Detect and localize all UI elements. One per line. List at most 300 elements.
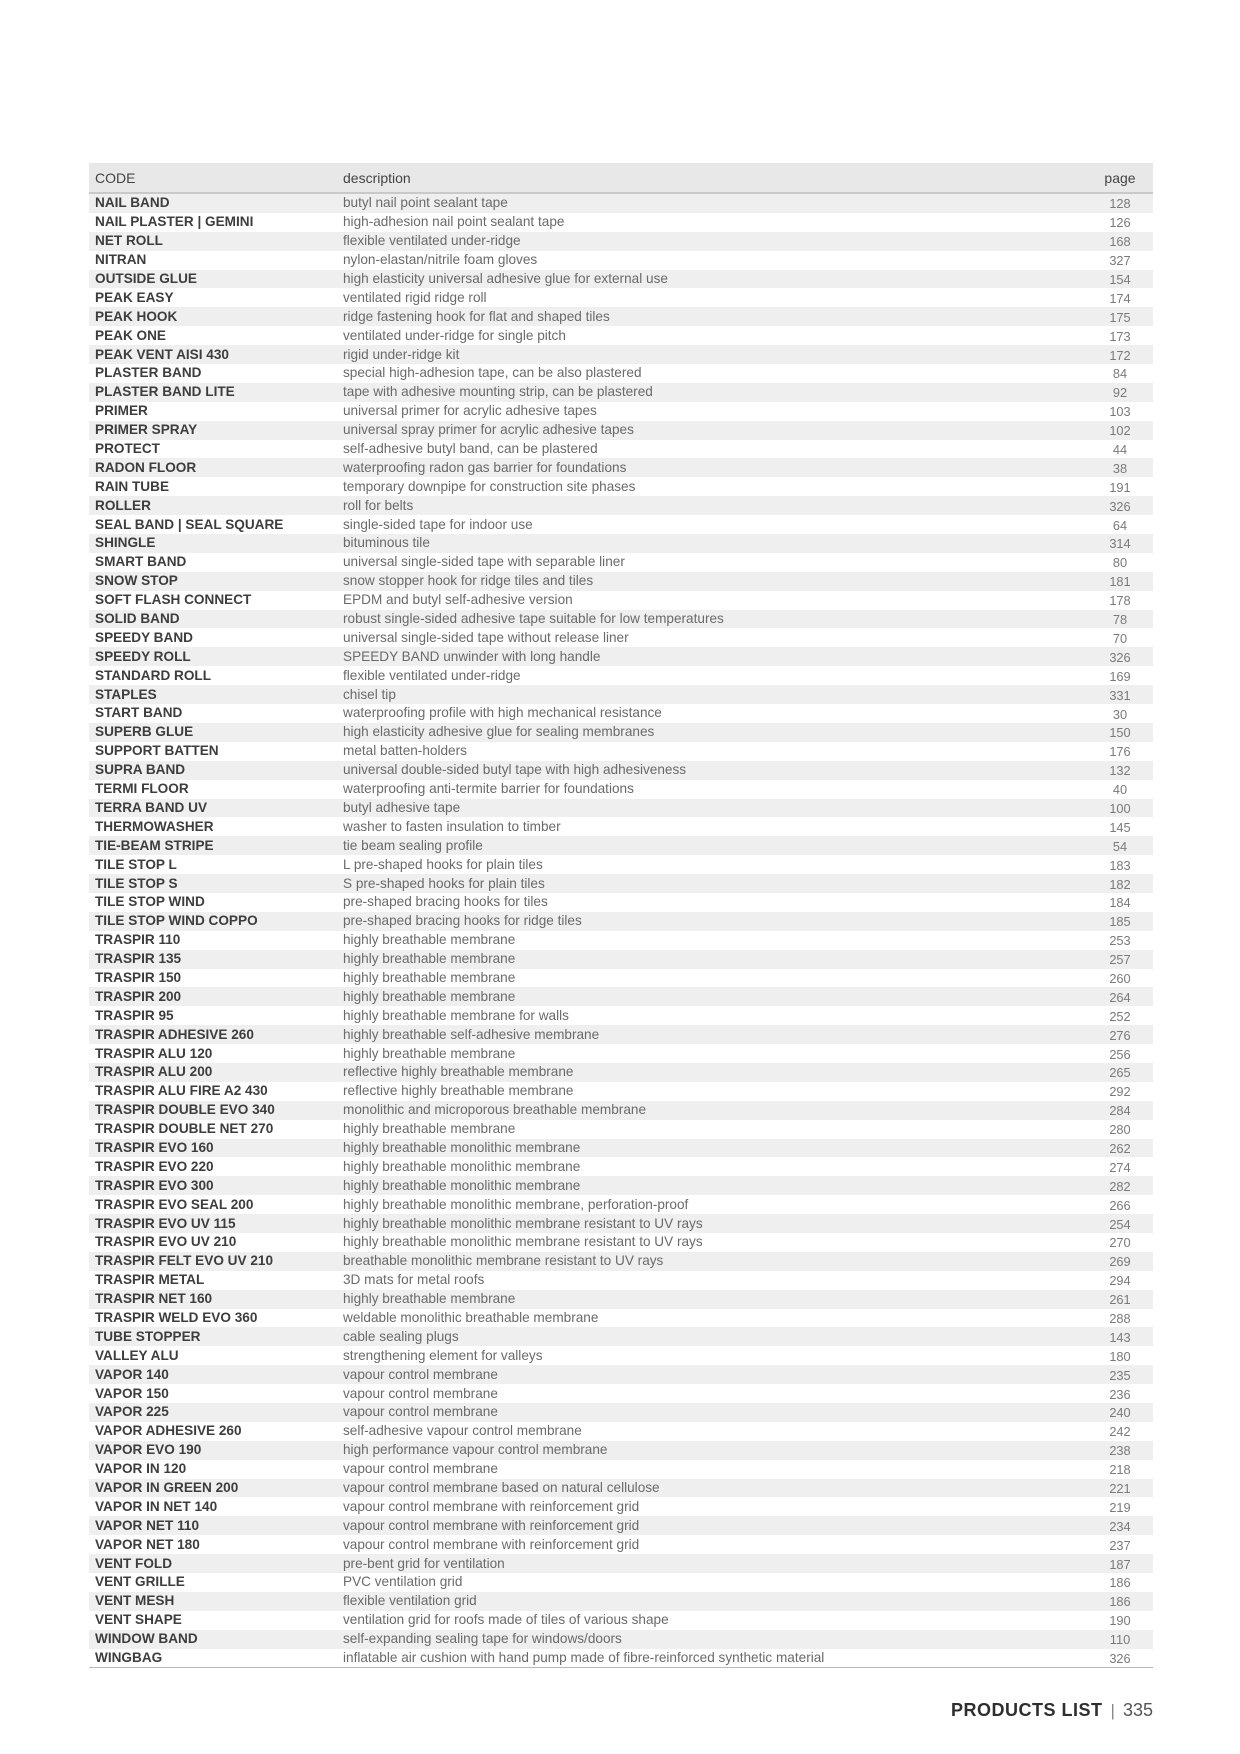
- row-code: NET ROLL: [95, 233, 163, 249]
- row-description: highly breathable membrane: [343, 932, 516, 948]
- table-row: [89, 666, 1153, 685]
- row-description: EPDM and butyl self-adhesive version: [343, 592, 573, 608]
- row-code: TRASPIR DOUBLE NET 270: [95, 1121, 274, 1137]
- row-page: 102: [1109, 423, 1131, 439]
- table-row: [89, 1025, 1153, 1044]
- row-page: 242: [1109, 1424, 1131, 1440]
- row-code: PEAK EASY: [95, 289, 174, 305]
- row-description: vapour control membrane with reinforcement grid: [343, 1517, 640, 1533]
- table-row: [89, 1327, 1153, 1346]
- row-page: 168: [1109, 234, 1131, 250]
- row-code: TRASPIR EVO 300: [95, 1177, 214, 1193]
- row-code: SPEEDY BAND: [95, 629, 193, 645]
- row-code: TILE STOP WIND: [95, 894, 205, 910]
- row-page: 178: [1109, 593, 1131, 609]
- row-description: chisel tip: [343, 686, 396, 702]
- table-row: [89, 1422, 1153, 1441]
- row-description: ventilation grid for roofs made of tiles of various shape: [343, 1612, 669, 1628]
- row-page: 145: [1109, 819, 1131, 835]
- row-page: 176: [1109, 744, 1131, 760]
- row-page: 269: [1109, 1254, 1131, 1270]
- table-row: [89, 628, 1153, 647]
- table-row: [89, 572, 1153, 591]
- row-page: 184: [1109, 895, 1131, 911]
- header-code: CODE: [95, 169, 136, 186]
- table-row: [89, 232, 1153, 251]
- row-page: 234: [1109, 1518, 1131, 1534]
- table-row: [89, 1630, 1153, 1649]
- row-page: 288: [1109, 1311, 1131, 1326]
- row-page: 237: [1109, 1537, 1131, 1553]
- row-code: PEAK ONE: [95, 327, 167, 343]
- table-row: [89, 1460, 1153, 1479]
- table-row: [89, 307, 1153, 326]
- row-page: 256: [1109, 1046, 1131, 1062]
- row-page: 84: [1112, 366, 1128, 382]
- row-page: 110: [1109, 1632, 1131, 1648]
- row-description: PVC ventilation grid: [343, 1574, 463, 1590]
- table-row: [89, 931, 1153, 950]
- table-header: [89, 163, 1153, 194]
- row-page: 180: [1109, 1348, 1131, 1364]
- row-description: metal batten-holders: [343, 743, 467, 759]
- row-code: TRASPIR EVO UV 115: [95, 1215, 236, 1231]
- row-page: 261: [1109, 1292, 1131, 1308]
- row-page: 100: [1109, 800, 1131, 816]
- row-page: 254: [1109, 1216, 1131, 1232]
- row-page: 252: [1109, 1008, 1131, 1024]
- row-description: self-adhesive butyl band, can be plastered: [343, 441, 598, 457]
- row-page: 276: [1109, 1027, 1131, 1043]
- table-row: [89, 610, 1153, 629]
- row-code: STAPLES: [95, 686, 157, 702]
- row-description: temporary downpipe for construction site phases: [343, 478, 636, 494]
- row-code: VAPOR 225: [95, 1404, 169, 1420]
- row-code: TRASPIR ALU 120: [95, 1045, 213, 1061]
- row-code: TIE-BEAM STRIPE: [95, 837, 214, 853]
- row-code: TRASPIR DOUBLE EVO 340: [95, 1102, 275, 1118]
- table-row: [89, 855, 1153, 874]
- row-code: TRASPIR EVO SEAL 200: [95, 1196, 254, 1212]
- row-page: 238: [1109, 1443, 1131, 1459]
- row-description: self-adhesive vapour control membrane: [343, 1423, 582, 1439]
- table-row: [89, 969, 1153, 988]
- row-code: TRASPIR 95: [95, 1007, 174, 1023]
- row-page: 280: [1109, 1122, 1131, 1138]
- row-description: high elasticity adhesive glue for sealing membranes: [343, 724, 655, 740]
- row-code: TILE STOP WIND COPPO: [95, 913, 258, 929]
- row-page: 154: [1109, 272, 1131, 288]
- table-row: [89, 893, 1153, 912]
- table-row: [89, 704, 1153, 723]
- row-code: TRASPIR FELT EVO UV 210: [95, 1253, 274, 1269]
- row-code: SUPPORT BATTEN: [95, 743, 219, 759]
- table-row: [89, 364, 1153, 383]
- row-description: cable sealing plugs: [343, 1328, 459, 1344]
- row-description: S pre-shaped hooks for plain tiles: [343, 875, 545, 891]
- row-description: butyl nail point sealant tape: [343, 195, 508, 211]
- products-table: [89, 163, 1153, 1668]
- row-code: TERMI FLOOR: [95, 781, 189, 797]
- table-row: [89, 950, 1153, 969]
- table-row: [89, 213, 1153, 232]
- table-row: [89, 817, 1153, 836]
- row-description: monolithic and microporous breathable membrane: [343, 1102, 646, 1118]
- row-page: 172: [1109, 347, 1131, 363]
- row-page: 103: [1109, 404, 1131, 420]
- row-page: 126: [1109, 215, 1131, 231]
- row-page: 331: [1109, 687, 1131, 703]
- row-code: SPEEDY ROLL: [95, 648, 191, 664]
- row-description: highly breathable membrane for walls: [343, 1007, 569, 1023]
- row-description: high elasticity universal adhesive glue for external use: [343, 271, 668, 286]
- row-description: highly breathable monolithic membrane: [343, 1177, 581, 1193]
- row-code: TERRA BAND UV: [95, 799, 208, 815]
- row-page: 128: [1109, 196, 1131, 212]
- row-description: roll for belts: [343, 497, 414, 513]
- row-code: ROLLER: [95, 497, 151, 513]
- row-description: vapour control membrane based on natural cellulose: [343, 1480, 660, 1495]
- row-page: 282: [1109, 1178, 1131, 1194]
- row-code: NAIL BAND: [95, 195, 170, 211]
- table-row: [89, 1271, 1153, 1290]
- row-description: flexible ventilation grid: [343, 1593, 477, 1609]
- row-page: 186: [1109, 1575, 1131, 1591]
- row-description: highly breathable membrane: [343, 969, 516, 985]
- row-description: highly breathable monolithic membrane: [343, 1139, 581, 1155]
- row-page: 314: [1109, 536, 1131, 552]
- row-page: 80: [1112, 555, 1128, 571]
- row-description: self-expanding sealing tape for windows/doors: [343, 1631, 622, 1647]
- row-code: VAPOR NET 180: [95, 1536, 200, 1552]
- row-description: ventilated rigid ridge roll: [343, 289, 487, 305]
- table-row: [89, 1403, 1153, 1422]
- table-row: [89, 685, 1153, 704]
- row-page: 186: [1109, 1594, 1131, 1610]
- row-description: flexible ventilated under-ridge: [343, 233, 521, 249]
- row-page: 262: [1109, 1140, 1131, 1156]
- row-page: 64: [1112, 517, 1128, 533]
- row-code: TRASPIR WELD EVO 360: [95, 1309, 258, 1325]
- table-row: [89, 1441, 1153, 1460]
- row-code: WINDOW BAND: [95, 1631, 198, 1647]
- table-row: [89, 345, 1153, 364]
- row-description: vapour control membrane: [343, 1366, 498, 1382]
- row-description: ridge fastening hook for flat and shaped tiles: [343, 308, 610, 324]
- row-code: SNOW STOP: [95, 573, 178, 589]
- row-page: 265: [1109, 1065, 1131, 1081]
- row-description: highly breathable membrane: [343, 951, 516, 967]
- page-number: 335: [1122, 1700, 1153, 1720]
- row-description: vapour control membrane with reinforcement grid: [343, 1536, 640, 1552]
- row-description: highly breathable membrane: [343, 1045, 516, 1061]
- table-row: [89, 761, 1153, 780]
- table-row: [89, 1497, 1153, 1516]
- row-description: SPEEDY BAND unwinder with long handle: [343, 648, 601, 664]
- row-code: VAPOR EVO 190: [95, 1442, 202, 1458]
- row-code: SEAL BAND | SEAL SQUARE: [95, 516, 284, 532]
- row-code: THERMOWASHER: [95, 818, 214, 834]
- row-description: 3D mats for metal roofs: [343, 1272, 485, 1288]
- row-code: PEAK VENT AISI 430: [95, 346, 229, 362]
- row-page: 38: [1112, 460, 1128, 476]
- table-row: [89, 1611, 1153, 1630]
- row-description: vapour control membrane with reinforcement grid: [343, 1498, 640, 1514]
- row-code: VAPOR IN NET 140: [95, 1498, 218, 1514]
- row-description: vapour control membrane: [343, 1404, 498, 1420]
- row-page: 253: [1109, 933, 1131, 949]
- row-description: highly breathable monolithic membrane, perforation-proof: [343, 1196, 689, 1212]
- row-description: highly breathable monolithic membrane: [343, 1158, 581, 1174]
- row-code: STANDARD ROLL: [95, 667, 212, 683]
- section-title: PRODUCTS LIST: [951, 1700, 1103, 1720]
- row-code: SHINGLE: [95, 535, 156, 551]
- row-code: TRASPIR EVO 220: [95, 1158, 214, 1174]
- row-page: 54: [1112, 838, 1128, 854]
- table-row: [89, 477, 1153, 496]
- row-description: reflective highly breathable membrane: [343, 1064, 574, 1080]
- row-code: SMART BAND: [95, 554, 187, 570]
- table-row: [89, 1516, 1153, 1535]
- row-page: 326: [1109, 1651, 1131, 1667]
- row-description: universal spray primer for acrylic adhesive tapes: [343, 422, 634, 438]
- row-code: PRIMER SPRAY: [95, 422, 198, 438]
- row-code: WINGBAG: [95, 1650, 163, 1666]
- table-row: [89, 534, 1153, 553]
- row-code: RAIN TUBE: [95, 478, 170, 494]
- table-row: [89, 1309, 1153, 1328]
- row-page: 143: [1109, 1329, 1131, 1345]
- table-row: [89, 1346, 1153, 1365]
- table-row: [89, 742, 1153, 761]
- row-code: TRASPIR ADHESIVE 260: [95, 1026, 254, 1042]
- row-description: snow stopper hook for ridge tiles and tiles: [343, 573, 594, 589]
- row-code: VAPOR NET 110: [95, 1517, 200, 1533]
- row-description: highly breathable self-adhesive membrane: [343, 1026, 600, 1042]
- footer-separator: |: [1110, 1700, 1115, 1720]
- row-description: tape with adhesive mounting strip, can be plastered: [343, 384, 653, 400]
- table-row: [89, 1157, 1153, 1176]
- row-code: VENT SHAPE: [95, 1612, 182, 1628]
- row-description: high performance vapour control membrane: [343, 1442, 608, 1458]
- row-page: 190: [1109, 1613, 1131, 1629]
- row-description: universal single-sided tape without release liner: [343, 629, 629, 645]
- row-code: VAPOR IN GREEN 200: [95, 1480, 239, 1495]
- header-page: page: [1104, 169, 1136, 186]
- table-row: [89, 1573, 1153, 1592]
- table-row: [89, 496, 1153, 515]
- table-row: [89, 440, 1153, 459]
- row-code: PRIMER: [95, 403, 148, 419]
- row-description: pre-shaped bracing hooks for tiles: [343, 894, 548, 910]
- table-row: [89, 1214, 1153, 1233]
- row-page: 257: [1109, 952, 1131, 968]
- table-row: [89, 1176, 1153, 1195]
- row-page: 294: [1109, 1273, 1131, 1289]
- row-page: 264: [1109, 989, 1131, 1005]
- row-page: 70: [1112, 630, 1128, 646]
- table-row: [89, 288, 1153, 307]
- table-row: [89, 1101, 1153, 1120]
- row-description: bituminous tile: [343, 535, 430, 551]
- table-row: [89, 1063, 1153, 1082]
- row-description: universal double-sided butyl tape with high adhesiveness: [343, 762, 687, 778]
- row-description: single-sided tape for indoor use: [343, 516, 533, 532]
- row-code: TUBE STOPPER: [95, 1328, 201, 1344]
- row-description: universal single-sided tape with separable liner: [343, 554, 625, 570]
- row-page: 174: [1109, 290, 1131, 306]
- row-description: waterproofing radon gas barrier for foundations: [343, 459, 627, 475]
- row-code: VENT GRILLE: [95, 1574, 185, 1590]
- row-code: PLASTER BAND LITE: [95, 384, 235, 400]
- header-description: description: [343, 169, 411, 186]
- table-row: [89, 251, 1153, 270]
- row-description: tie beam sealing profile: [343, 837, 483, 853]
- row-code: START BAND: [95, 705, 183, 721]
- row-description: weldable monolithic breathable membrane: [343, 1309, 599, 1325]
- table-row: [89, 1384, 1153, 1403]
- page-footer: [951, 1700, 1153, 1721]
- table-row: [89, 1082, 1153, 1101]
- row-code: NAIL PLASTER | GEMINI: [95, 214, 254, 230]
- table-row: [89, 987, 1153, 1006]
- row-code: SOFT FLASH CONNECT: [95, 592, 252, 608]
- table-row: [89, 1365, 1153, 1384]
- table-row: [89, 1554, 1153, 1573]
- row-description: pre-shaped bracing hooks for ridge tiles: [343, 913, 582, 929]
- row-code: TRASPIR EVO 160: [95, 1139, 214, 1155]
- row-page: 221: [1109, 1481, 1131, 1497]
- row-description: waterproofing anti-termite barrier for foundations: [343, 781, 634, 797]
- table-row: [89, 270, 1153, 289]
- row-page: 191: [1109, 479, 1131, 495]
- row-page: 182: [1109, 876, 1131, 892]
- row-code: VAPOR IN 120: [95, 1461, 187, 1477]
- row-description: universal primer for acrylic adhesive tapes: [343, 403, 597, 419]
- table-row: [89, 1649, 1153, 1668]
- row-description: breathable monolithic membrane resistant to UV rays: [343, 1253, 664, 1269]
- row-page: 187: [1109, 1556, 1131, 1572]
- row-description: highly breathable membrane: [343, 1121, 516, 1137]
- row-code: VENT FOLD: [95, 1555, 173, 1571]
- row-code: PROTECT: [95, 441, 160, 457]
- row-description: waterproofing profile with high mechanical resistance: [343, 705, 662, 721]
- table-row: [89, 912, 1153, 931]
- row-code: VAPOR ADHESIVE 260: [95, 1423, 242, 1439]
- row-description: highly breathable monolithic membrane resistant to UV rays: [343, 1215, 703, 1231]
- table-row: [89, 780, 1153, 799]
- row-code: VAPOR 140: [95, 1366, 169, 1382]
- row-code: TRASPIR METAL: [95, 1272, 205, 1288]
- row-description: highly breathable monolithic membrane resistant to UV rays: [343, 1234, 703, 1250]
- table-body: [89, 194, 1153, 1667]
- table-row: [89, 1535, 1153, 1554]
- table-row: [89, 194, 1153, 213]
- row-code: TRASPIR EVO UV 210: [95, 1234, 237, 1250]
- row-page: 236: [1109, 1386, 1131, 1402]
- row-code: VALLEY ALU: [95, 1347, 179, 1363]
- row-code: TRASPIR ALU 200: [95, 1064, 213, 1080]
- table-bottom-rule: [89, 1667, 1153, 1668]
- row-description: rigid under-ridge kit: [343, 346, 460, 362]
- row-description: vapour control membrane: [343, 1385, 498, 1401]
- table-row: [89, 458, 1153, 477]
- row-code: RADON FLOOR: [95, 459, 197, 475]
- row-description: vapour control membrane: [343, 1461, 498, 1477]
- row-page: 40: [1112, 782, 1128, 798]
- row-page: 270: [1109, 1235, 1131, 1251]
- row-description: butyl adhesive tape: [343, 799, 461, 815]
- row-page: 327: [1109, 253, 1131, 269]
- table-row: [89, 1233, 1153, 1252]
- table-row: [89, 874, 1153, 893]
- row-code: SUPRA BAND: [95, 762, 186, 778]
- row-description: pre-bent grid for ventilation: [343, 1555, 505, 1571]
- row-code: VAPOR 150: [95, 1385, 169, 1401]
- table-row: [89, 1252, 1153, 1271]
- row-code: TRASPIR 110: [95, 932, 181, 948]
- table-row: [89, 515, 1153, 534]
- table-row: [89, 647, 1153, 666]
- table-row: [89, 402, 1153, 421]
- row-code: TRASPIR 135: [95, 951, 182, 967]
- row-page: 240: [1109, 1405, 1131, 1421]
- table-row: [89, 799, 1153, 818]
- table-row: [89, 836, 1153, 855]
- table-row: [89, 326, 1153, 345]
- row-page: 181: [1109, 574, 1131, 590]
- table-row: [89, 1195, 1153, 1214]
- row-description: reflective highly breathable membrane: [343, 1083, 574, 1099]
- row-code: NITRAN: [95, 252, 147, 268]
- row-description: inflatable air cushion with hand pump made of fibre-reinforced synthetic material: [343, 1650, 825, 1666]
- row-page: 183: [1109, 857, 1131, 873]
- row-code: TRASPIR 150: [95, 969, 182, 985]
- row-description: robust single-sided adhesive tape suitable for low temperatures: [343, 611, 724, 627]
- row-page: 326: [1109, 649, 1131, 665]
- row-description: flexible ventilated under-ridge: [343, 667, 521, 683]
- row-page: 235: [1109, 1367, 1131, 1383]
- row-page: 78: [1112, 612, 1128, 628]
- table-row: [89, 421, 1153, 440]
- row-code: TILE STOP S: [95, 875, 178, 891]
- row-code: PEAK HOOK: [95, 308, 178, 324]
- row-page: 266: [1109, 1197, 1131, 1213]
- row-page: 218: [1109, 1462, 1131, 1478]
- row-description: nylon-elastan/nitrile foam gloves: [343, 252, 538, 268]
- table-row: [89, 1139, 1153, 1158]
- table-row: [89, 553, 1153, 572]
- row-page: 292: [1109, 1084, 1131, 1100]
- row-code: PLASTER BAND: [95, 365, 202, 381]
- row-description: ventilated under-ridge for single pitch: [343, 327, 566, 343]
- row-code: TILE STOP L: [95, 856, 177, 872]
- table-row: [89, 591, 1153, 610]
- row-page: 284: [1109, 1103, 1131, 1119]
- row-code: TRASPIR ALU FIRE A2 430: [95, 1083, 268, 1099]
- table-row: [89, 1044, 1153, 1063]
- row-code: SOLID BAND: [95, 611, 180, 627]
- row-description: strengthening element for valleys: [343, 1347, 543, 1363]
- row-page: 173: [1109, 328, 1131, 344]
- row-page: 44: [1112, 442, 1128, 458]
- row-description: special high-adhesion tape, can be also plastered: [343, 365, 642, 381]
- row-page: 132: [1109, 763, 1131, 779]
- row-page: 175: [1109, 309, 1131, 325]
- row-description: washer to fasten insulation to timber: [343, 818, 561, 834]
- row-page: 185: [1109, 914, 1131, 930]
- row-page: 274: [1109, 1159, 1131, 1175]
